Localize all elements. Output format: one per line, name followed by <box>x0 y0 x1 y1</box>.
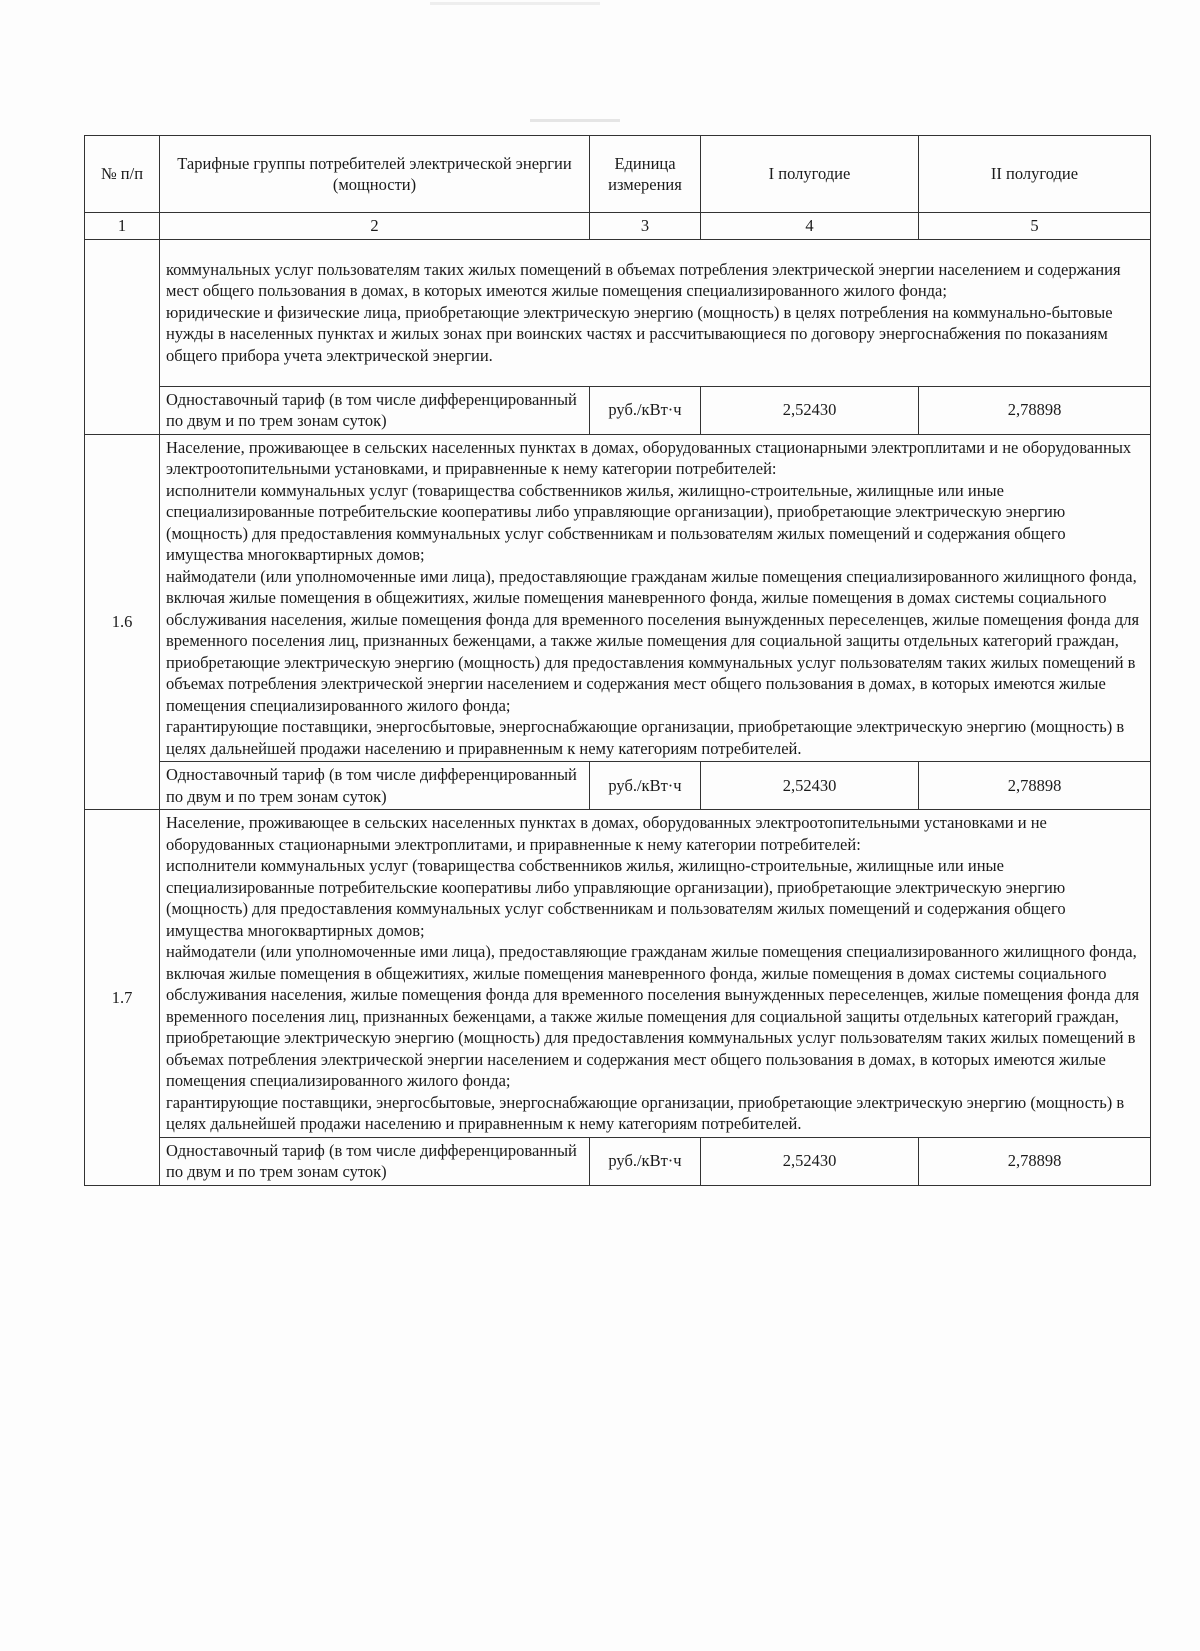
header-unit: Единица измерения <box>590 136 701 213</box>
column-number-row <box>85 213 1151 240</box>
scan-artifact <box>430 0 600 8</box>
column-number: 4 <box>701 213 919 240</box>
header-tariff-group: Тарифные группы потребителей электрической энергии (мощности) <box>160 136 590 213</box>
header-first-half: I полугодие <box>701 136 919 213</box>
description-paragraph: гарантирующие поставщики, энергосбытовые, энергоснабжающие организации, приобретающие электрическую энергию (мощность) в целях дальнейшей продажи населению и приравненным к нему категориям потребителей. <box>166 717 1125 758</box>
header-second-half: II полугодие <box>919 136 1151 213</box>
row-number: 1.6 <box>85 434 160 810</box>
tariff-value-first-half: 2,52430 <box>701 762 919 810</box>
tariff-value-second-half: 2,78898 <box>919 762 1151 810</box>
description-paragraph: исполнители коммунальных услуг (товарищества собственников жилья, жилищно-строительные, жилищные или иные специализированные потребительские кооперативы либо управляющие организации), приобретающие электрическую энергию (мощность) для предоставления коммунальных услуг собственникам и пользователям жилых помещений и содержания общего имущества многоквартирных домов; <box>166 480 1066 564</box>
tariff-row <box>85 762 1151 810</box>
table-row <box>85 434 1151 762</box>
description-paragraph: наймодатели (или уполномоченные ими лица), предоставляющие гражданам жилые помещения специализированного жилищного фонда, включая жилые помещения в общежитиях, жилые помещения маневренного фонда, жилые помещения в домах системы социального обслуживания населения, жилые помещения фонда для временного поселения вынужденных переселенцев, жилые помещения фонда для временного поселения лиц, признанных беженцами, а также жилые помещения для социальной защиты отдельных категорий граждан, приобретающие электрическую энергию (мощность) для предоставления коммунальных услуг пользователям таких жилых помещений в объемах потребления электрической энергии населением и содержания мест общего пользования в домах, в которых имеются жилые помещения специализированного жилого фонда; <box>166 942 1140 1090</box>
tariff-name: Одноставочный тариф (в том числе дифференцированный по двум и по трем зонам суток) <box>160 1137 590 1185</box>
table-row <box>85 239 1151 386</box>
tariff-name: Одноставочный тариф (в том числе дифференцированный по двум и по трем зонам суток) <box>160 386 590 434</box>
column-number: 5 <box>919 213 1151 240</box>
description-paragraph: наймодатели (или уполномоченные ими лица), предоставляющие гражданам жилые помещения специализированного жилищного фонда, включая жилые помещения в общежитиях, жилые помещения маневренного фонда, жилые помещения в домах системы социального обслуживания населения, жилые помещения фонда для временного поселения вынужденных переселенцев, жилые помещения фонда для временного поселения лиц, признанных беженцами, а также жилые помещения для социальной защиты отдельных категорий граждан, приобретающие электрическую энергию (мощность) для предоставления коммунальных услуг пользователям таких жилых помещений в объемах потребления электрической энергии населением и содержания мест общего пользования в домах, в которых имеются жилые помещения специализированного жилого фонда; <box>166 566 1140 715</box>
tariff-unit: руб./кВт·ч <box>590 386 701 434</box>
tariff-row <box>85 1137 1151 1185</box>
description-paragraph: исполнители коммунальных услуг (товарищества собственников жилья, жилищно-строительные, жилищные или иные специализированные потребительские кооперативы либо управляющие организации), приобретающие электрическую энергию (мощность) для предоставления коммунальных услуг собственникам и пользователям жилых помещений и содержания общего имущества многоквартирных домов; <box>166 856 1066 940</box>
tariff-table <box>84 135 1151 1186</box>
row-number <box>85 239 160 434</box>
tariff-name: Одноставочный тариф (в том числе дифференцированный по двум и по трем зонам суток) <box>160 762 590 810</box>
description-paragraph: юридические и физические лица, приобретающие электрическую энергию (мощность) в целях потребления на коммунально-бытовые нужды в населенных пунктах и жилых зонах при воинских частях и рассчитывающиеся по договору энергоснабжения по показаниям общего прибора учета электрической энергии. <box>166 302 1113 365</box>
description-paragraph: коммунальных услуг пользователям таких жилых помещений в объемах потребления электрической энергии населением и содержания мест общего пользования в домах, в которых имеются жилые помещения специализированного жилого фонда; <box>166 259 1121 301</box>
tariff-value-first-half: 2,52430 <box>701 1137 919 1185</box>
consumer-group-description <box>160 434 1151 762</box>
tariff-value-first-half: 2,52430 <box>701 386 919 434</box>
description-paragraph: гарантирующие поставщики, энергосбытовые, энергоснабжающие организации, приобретающие электрическую энергию (мощность) в целях дальнейшей продажи населению и приравненным к нему категориям потребителей. <box>166 1092 1125 1133</box>
tariff-unit: руб./кВт·ч <box>590 1137 701 1185</box>
column-number: 2 <box>160 213 590 240</box>
column-number: 3 <box>590 213 701 240</box>
tariff-value-second-half: 2,78898 <box>919 386 1151 434</box>
description-paragraph: Население, проживающее в сельских населенных пунктах в домах, оборудованных стационарными электроплитами и не оборудованных электроотопительными установками, и приравненные к нему категории потребителей: <box>166 437 1132 478</box>
table-header-row <box>85 136 1151 213</box>
tariff-unit: руб./кВт·ч <box>590 762 701 810</box>
scan-artifact <box>530 118 620 124</box>
description-paragraph: Население, проживающее в сельских населенных пунктах в домах, оборудованных электроотопительными установками и не оборудованных стационарными электроплитами, и приравненные к нему категории потребителей: <box>166 813 1047 854</box>
row-number: 1.7 <box>85 810 160 1186</box>
header-number: № п/п <box>85 136 160 213</box>
tariff-value-second-half: 2,78898 <box>919 1137 1151 1185</box>
column-number: 1 <box>85 213 160 240</box>
consumer-group-description <box>160 810 1151 1138</box>
table-row <box>85 810 1151 1138</box>
consumer-group-description <box>160 239 1151 386</box>
tariff-row <box>85 386 1151 434</box>
